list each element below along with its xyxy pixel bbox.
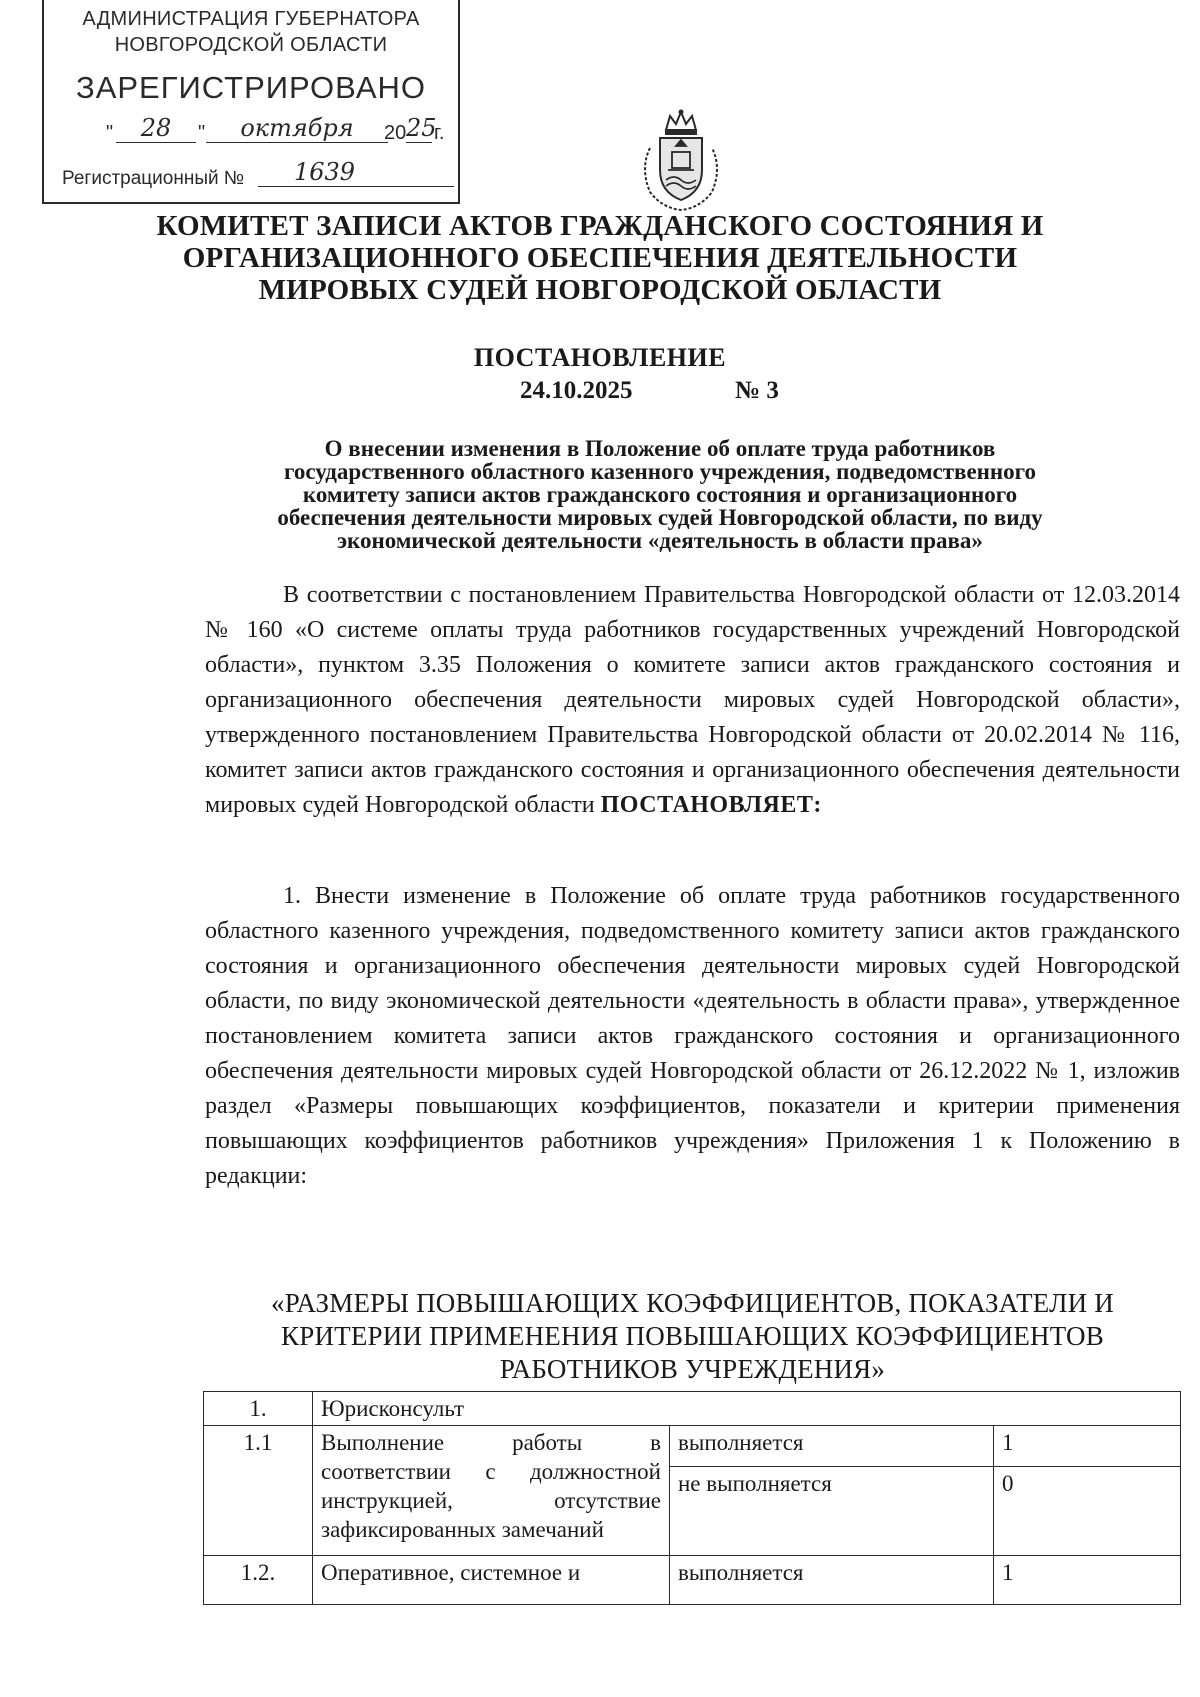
section-title-line2: КРИТЕРИИ ПРИМЕНЕНИЯ ПОВЫШАЮЩИХ КОЭФФИЦИЕНТОВ — [281, 1321, 1104, 1351]
novgorod-coat-of-arms-icon — [636, 108, 726, 212]
table-cell-value: 1 — [994, 1426, 1181, 1467]
subject-line2: государственного областного казенного учреждения, подведомственного — [283, 459, 1037, 484]
registration-stamp — [42, 0, 460, 204]
table-cell-num: 1.2. — [204, 1556, 313, 1605]
paragraph-item-1: 1. Внести изменение в Положение об оплате труда работников государственного областного казенного учреждения, подведомственного комитету записи актов гражданского состояния и организационного обеспечения деятельности мировых судей Новгородской области, по виду экономической деятельности «деятельность в области права», утвержденное постановлением комитета записи актов гражданского состояния и организационного обеспечения деятельности мировых судей Новгородской области от 26.12.2022 № 1, изложив раздел «Размеры повышающих коэффициентов, показатели и критерии применения повышающих коэффициентов работников учреждения» Приложения 1 к Положению в редакции: — [205, 883, 1180, 1189]
stamp-year-prefix: 20 — [384, 122, 407, 144]
preamble-text: В соответствии с постановлением Правительства Новгородской области от 12.03.2014 № 160 «О системе оплаты труда работников государственных учреждений Новгородской области», пунктом 3.35 Положения о комитете записи актов гражданского состояния и организационного обеспечения деятельности мировых судей Новгородской области», утвержденного постановлением Правительства Новгородской области от 20.02.2014 № 116, комитет записи актов гражданского состояния и организационного обеспечения деятельности мировых судей Новгородской области — [205, 582, 1180, 818]
subject-line5: экономической деятельности «деятельность в области права» — [337, 528, 983, 553]
stamp-org-line2: НОВГОРОДСКОЙ ОБЛАСТИ — [114, 34, 388, 56]
section-title-line3: РАБОТНИКОВ УЧРЕЖДЕНИЯ» — [499, 1354, 886, 1384]
subject-line4: обеспечения деятельности мировых судей Новгородской области, по виду — [277, 505, 1043, 530]
table-row — [204, 1556, 1181, 1605]
committee-line1: КОМИТЕТ ЗАПИСИ АКТОВ ГРАЖДАНСКОГО СОСТОЯНИЯ И — [156, 210, 1044, 242]
table-cell-condition: не выполняется — [670, 1467, 994, 1556]
stamp-day: 28 — [116, 114, 196, 143]
preamble-action: ПОСТАНОВЛЯЕТ: — [600, 792, 822, 818]
table-row — [204, 1426, 1181, 1467]
table-cell-criterion: Выполнение работы в соответствии с должностной инструкцией, отсутствие зафиксированных замечаний — [313, 1426, 670, 1556]
committee-line2: ОРГАНИЗАЦИОННОГО ОБЕСПЕЧЕНИЯ ДЕЯТЕЛЬНОСТИ — [182, 242, 1018, 274]
table-cell-num: 1. — [204, 1392, 313, 1426]
stamp-month: октября — [206, 114, 388, 143]
doc-number: № 3 — [735, 377, 779, 404]
committee-name — [0, 210, 1200, 306]
doc-type: ПОСТАНОВЛЕНИЕ — [473, 343, 727, 372]
committee-line3: МИРОВЫХ СУДЕЙ НОВГОРОДСКОЙ ОБЛАСТИ — [258, 274, 942, 306]
stamp-reg-number: 1639 — [258, 158, 454, 187]
doc-date: 24.10.2025 — [520, 377, 633, 404]
table-cell-position: Юрисконсульт — [313, 1392, 1181, 1426]
stamp-number-line — [62, 158, 462, 194]
table-cell-condition: выполняется — [670, 1556, 994, 1605]
stamp-year-end: г. — [434, 122, 445, 144]
stamp-year-suffix: 25 — [406, 114, 437, 142]
stamp-date-line — [66, 116, 446, 152]
table-cell-value: 0 — [994, 1467, 1181, 1556]
stamp-quote-close: " — [198, 122, 206, 144]
stamp-registered: ЗАРЕГИСТРИРОВАНО — [75, 70, 426, 105]
table-cell-num: 1.1 — [204, 1426, 313, 1556]
stamp-quote-open: " — [106, 122, 114, 144]
table-cell-criterion: Оперативное, системное и — [313, 1556, 670, 1605]
stamp-org-line1: АДМИНИСТРАЦИЯ ГУБЕРНАТОРА — [82, 8, 420, 30]
section-title — [205, 1287, 1180, 1386]
subject-line1: О внесении изменения в Положение об оплате труда работников — [324, 436, 996, 461]
coefficients-table — [203, 1391, 1181, 1605]
table-row — [204, 1392, 1181, 1426]
table-cell-value: 1 — [994, 1556, 1181, 1605]
section-title-line1: «РАЗМЕРЫ ПОВЫШАЮЩИХ КОЭФФИЦИЕНТОВ, ПОКАЗАТЕЛИ И — [271, 1288, 1114, 1318]
paragraph-preamble — [205, 578, 1180, 823]
stamp-reg-label: Регистрационный № — [62, 168, 245, 189]
table-cell-condition: выполняется — [670, 1426, 994, 1467]
doc-subject — [150, 437, 1170, 552]
subject-line3: комитету записи актов гражданского состояния и организационного — [302, 482, 1018, 507]
